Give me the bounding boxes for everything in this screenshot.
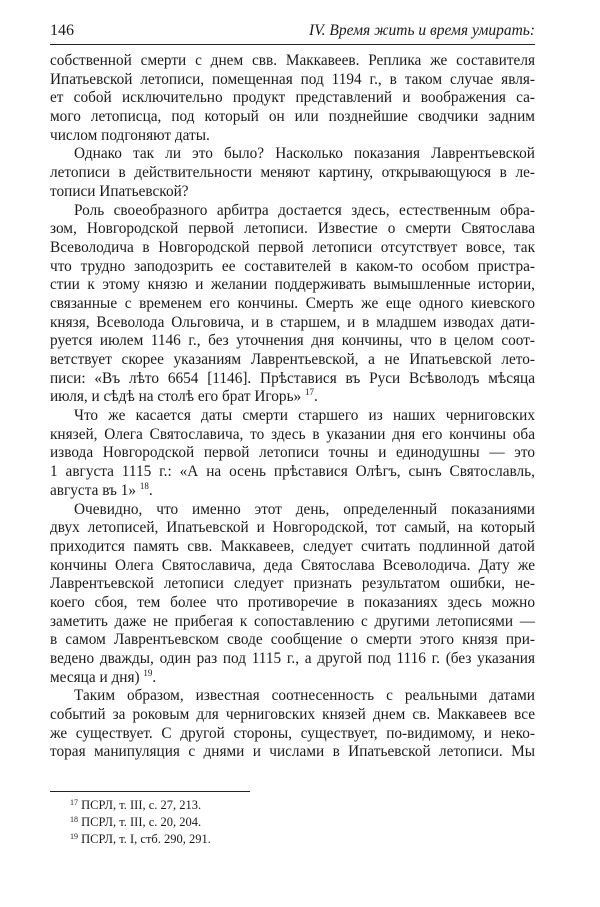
text-line bbox=[50, 743, 535, 762]
text-line bbox=[50, 538, 535, 557]
text-line bbox=[50, 89, 535, 108]
line-text: ветствует скорее указаниям Лаврентьевской, а не Ипатьевской лето- bbox=[50, 351, 535, 368]
text-line bbox=[50, 202, 535, 221]
footnote-ref[interactable]: 19 bbox=[143, 667, 153, 678]
running-title: IV. Время жить и время умирать: bbox=[309, 22, 535, 39]
line-text: ведено дважды, один раз под 1115 г., а другой под 1116 г. (без указания bbox=[50, 650, 535, 667]
text-line bbox=[50, 351, 535, 370]
text-line bbox=[50, 258, 535, 277]
text-line bbox=[50, 519, 535, 538]
text-line bbox=[50, 557, 535, 576]
text-line bbox=[50, 426, 535, 445]
line-text: Очевидно, что именно этот день, определенный показаниями bbox=[74, 500, 535, 518]
line-text: двух летописей, Ипатьевской и Новгородской, тот самый, на который bbox=[50, 519, 535, 537]
paragraph bbox=[50, 52, 535, 145]
text-line bbox=[50, 575, 535, 594]
line-text: летописи в действительности меняют картину, открывающуюся в ле- bbox=[50, 164, 535, 182]
line-text: приходится память свв. Маккавеев, следует считать подлинной датой bbox=[50, 537, 535, 555]
line-text: коего сбоя, тем более что противоречие в показаниях здесь можно bbox=[50, 593, 535, 611]
line-text: князей, Олега Святославича, то здесь в указании дня его кончины оба bbox=[50, 425, 535, 443]
line-text-after: . bbox=[152, 668, 157, 686]
page-number: 146 bbox=[50, 22, 74, 39]
line-text: Таким образом, известная соотнесенность с реальными датами bbox=[74, 687, 535, 705]
line-text: месяца и дня) bbox=[50, 668, 140, 686]
line-text: Всеволодича в Новгородской первой летописи отсутствует вовсе, так bbox=[50, 238, 535, 256]
line-text: писи: «Въ лѣто 6654 [1146]. Прѣставися въ Руси Всѣволодъ мѣсяца bbox=[50, 369, 535, 387]
text-line bbox=[50, 725, 535, 744]
footnotes bbox=[70, 797, 211, 848]
line-text: извода Новгородской первой летописи точны и единодушны — это bbox=[50, 444, 535, 462]
text-line bbox=[50, 370, 535, 389]
text-line bbox=[50, 220, 535, 239]
line-text: Ипатьевской летописи, помещенная под 1194 г., в таком случае явля- bbox=[50, 70, 535, 88]
footnote-number: 18 bbox=[70, 815, 78, 824]
line-text: 1 августа 1115 г.: «А на осень прѣставися Олѣгъ, сынъ Святославль, bbox=[50, 463, 535, 481]
line-text: собственной смерти с днем свв. Маккавеев. Реплика же составителя bbox=[50, 52, 535, 69]
line-text: Что же касается даты смерти старшего из наших черниговских bbox=[74, 407, 535, 425]
text-line bbox=[50, 127, 535, 146]
text-line bbox=[50, 295, 535, 314]
text-line bbox=[50, 501, 535, 520]
text-line bbox=[50, 613, 535, 632]
text-line bbox=[50, 650, 535, 669]
line-text: торая манипуляция с днями и числами в Ипатьевской летописи. Мы bbox=[50, 743, 535, 761]
line-text: стии к этому князю и желании поддерживать вымышленные истории, bbox=[50, 276, 535, 294]
text-line bbox=[50, 239, 535, 258]
paragraph bbox=[50, 145, 535, 201]
text-line bbox=[50, 52, 535, 71]
text-line bbox=[50, 276, 535, 295]
text-line bbox=[50, 108, 535, 127]
text-line bbox=[50, 314, 535, 333]
footnote-number: 17 bbox=[70, 798, 78, 807]
text-line bbox=[50, 183, 535, 202]
footnote bbox=[70, 814, 211, 831]
text-line bbox=[50, 687, 535, 706]
footnote bbox=[70, 797, 211, 814]
text-line bbox=[50, 145, 535, 164]
line-text: Роль своеобразного арбитра достается здесь, естественным обра- bbox=[74, 201, 535, 219]
line-text-after: . bbox=[148, 481, 153, 499]
text-line bbox=[50, 332, 535, 351]
line-text: заметить даже не прибегая к сопоставлению с другими летописями — bbox=[50, 612, 535, 630]
line-text: Однако так ли это было? Насколько показания Лаврентьевской bbox=[74, 145, 535, 163]
line-text: событий за роковым для черниговских князей днем св. Маккавеев все bbox=[50, 706, 535, 724]
text-line bbox=[50, 407, 535, 426]
text-line bbox=[50, 669, 535, 688]
line-text: князя, Всеволода Ольговича, и в старшем, и в младшем изводах дати- bbox=[50, 313, 535, 331]
line-text: что трудно заподозрить ее составителей в каком-то особом пристра- bbox=[50, 257, 535, 275]
text-line bbox=[50, 594, 535, 613]
paragraph bbox=[50, 501, 535, 688]
line-text: мого летописца, под который он или позднейшие сводчики задним bbox=[50, 108, 535, 126]
text-line bbox=[50, 706, 535, 725]
paragraph bbox=[50, 202, 535, 408]
line-text: руется июлем 1146 г., без уточнения дня кончины, что в целом соот- bbox=[50, 332, 535, 350]
line-text: в самом Лаврентьевском своде сообщение о смерти этого князя при- bbox=[50, 631, 535, 649]
line-text: связанные с временем его кончины. Смерть же еще одного киевского bbox=[50, 294, 535, 312]
line-text: кончины Олега Святославича, деда Святослава Всеволодича. Дату же bbox=[50, 556, 535, 574]
text-line bbox=[50, 388, 535, 407]
line-text: Лаврентьевской летописи следует признать результатом ошибки, не- bbox=[50, 575, 535, 593]
line-text: же существует. С другой стороны, существует, по-видимому, и неко- bbox=[50, 724, 535, 742]
line-text: тописи Ипатьевской? bbox=[50, 182, 189, 200]
footnote-ref[interactable]: 17 bbox=[305, 387, 315, 398]
footnote-number: 19 bbox=[70, 832, 78, 841]
line-text: ет собой исключительно продукт представлений и воображения са- bbox=[50, 89, 535, 107]
paragraph bbox=[50, 407, 535, 500]
footnote bbox=[70, 831, 211, 848]
footnote-divider bbox=[50, 791, 250, 792]
text-line bbox=[50, 444, 535, 463]
line-text: зом, Новгородской первой летописи. Известие о смерти Святослава bbox=[50, 220, 535, 238]
line-text: июля, и сѣдѣ на столѣ его брат Игорь» bbox=[50, 388, 302, 406]
footnote-ref[interactable]: 18 bbox=[139, 480, 149, 491]
text-line bbox=[50, 463, 535, 482]
running-header bbox=[50, 22, 535, 45]
paragraph bbox=[50, 687, 535, 762]
text-line bbox=[50, 164, 535, 183]
footnote-text: ПСРЛ, т. III, с. 20, 204. bbox=[81, 815, 202, 829]
body-text bbox=[50, 52, 535, 762]
text-line bbox=[50, 482, 535, 501]
text-line bbox=[50, 71, 535, 90]
text-line bbox=[50, 631, 535, 650]
footnote-text: ПСРЛ, т. III, с. 27, 213. bbox=[81, 798, 202, 812]
line-text: августа въ 1» bbox=[50, 481, 137, 499]
line-text: числом подгоняют даты. bbox=[50, 126, 210, 144]
footnote-text: ПСРЛ, т. I, стб. 290, 291. bbox=[81, 832, 211, 846]
line-text-after: . bbox=[314, 388, 318, 406]
